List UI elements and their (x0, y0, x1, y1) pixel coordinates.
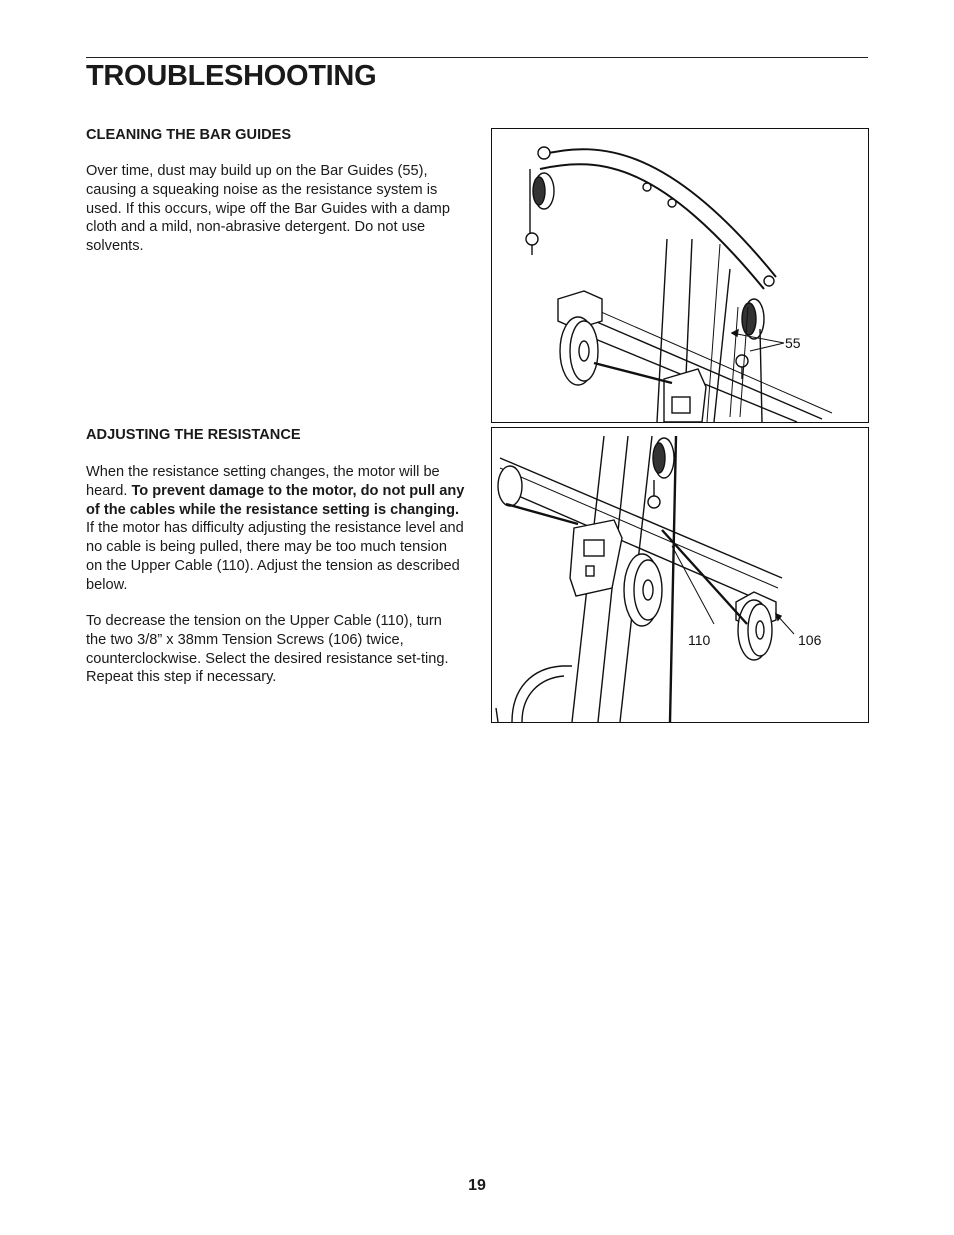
cleaning-paragraph: Over time, dust may build up on the Bar Guides (55), causing a squeaking noise as the resistance system is used. If this occurs, wipe off the Bar Guides with a damp cloth and a mild, non-abrasive detergent. Do not use solvents. (86, 163, 450, 255)
tension-figure (491, 427, 869, 723)
cleaning-heading: CLEANING THE BAR GUIDES (86, 127, 292, 143)
callout-55: 55 (785, 335, 801, 351)
bar-guides-figure (491, 128, 869, 423)
bar-guides-illustration (492, 129, 868, 422)
resistance-warning-text: To prevent damage to the motor, do not pull any of the cables while the resistance setting is changing. (86, 482, 465, 518)
resistance-rest-text: If the motor has difficulty adjusting the resistance level and no cable is being pulled, there may be too much tension on the Upper Cable (110). Adjust the tension as described below. (86, 520, 464, 593)
resistance-paragraph-2: To decrease the tension on the Upper Cable (110), turn the two 3/8” x 38mm Tension Screws (106) twice, counterclockwise. Select the desired resistance set-ting. Repeat this step if necessary. (86, 613, 449, 686)
callout-106: 106 (798, 632, 822, 648)
resistance-intro-text: When the resistance setting changes, the motor will be heard. (86, 464, 440, 499)
resistance-paragraph-1 (86, 463, 466, 595)
page-title: TROUBLESHOOTING (86, 60, 377, 92)
resistance-heading: ADJUSTING THE RESISTANCE (86, 427, 301, 443)
callout-110: 110 (688, 632, 711, 648)
page-number: 19 (468, 1177, 486, 1194)
tension-illustration (492, 428, 868, 722)
